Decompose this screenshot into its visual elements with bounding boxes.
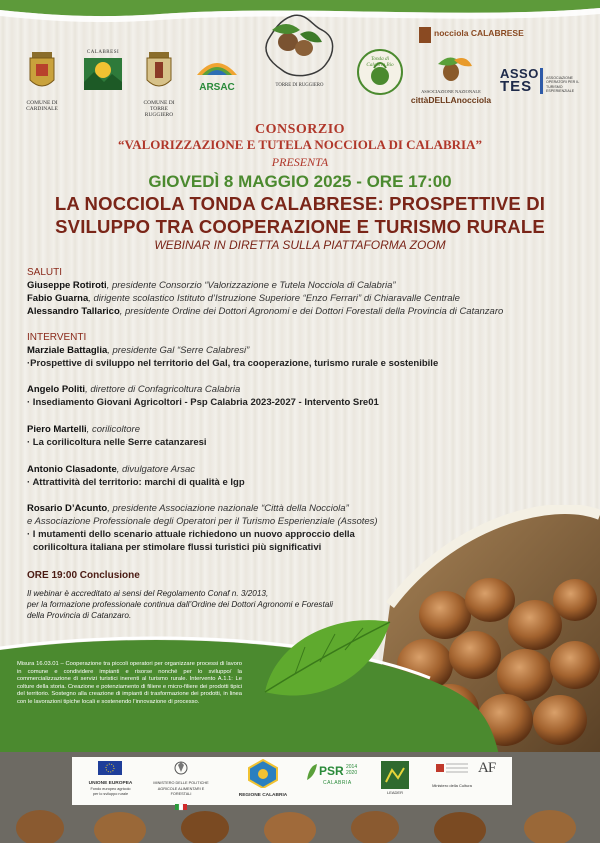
- hazelnut-map-icon: [252, 12, 347, 84]
- torre-ruggiero-map-logo: [252, 12, 347, 89]
- italy-emblem-icon: [150, 760, 212, 776]
- accreditation-line: della Provincia di Catanzaro.: [27, 611, 132, 620]
- psr-leaf-icon: [305, 762, 319, 782]
- speaker-role: , presidente Consorzio “Valorizzazione e Tutela Nocciola di Calabria”: [106, 280, 396, 291]
- event-title-line-2: SVILUPPO TRA COOPERAZIONE E TURISMO RURALE: [55, 216, 545, 237]
- saluti-heading: SALUTI: [27, 267, 63, 278]
- event-title-line-1: LA NOCCIOLA TONDA CALABRESE: PROSPETTIVE DI: [54, 193, 546, 214]
- nocciola-calabrese-icon: [418, 26, 432, 44]
- speaker-name: Marziale Battaglia: [27, 345, 108, 356]
- misura-description: Misura 16.03.01 – Cooperazione tra piccoli operatori per organizzare processi di lavoro in comune e condividere impianti e risorse nonché per lo sviluppo/ la commercializzazione di servizi turistici inerenti al turismo rurale. Intervento A.1.1: Le colture della storia. Creazione e potenziamento di filiere e micro-filiere dei prodotti tipici del territorio. Sostegno alla creazione di impianti di trasformazione dei prodotti, in linea con le lavorazioni tipiche locali e sostenendo l’innovazione di processo.: [17, 661, 242, 705]
- arsac-sun-icon: [192, 55, 242, 77]
- speaker-name: Alessandro Tallarico: [27, 306, 120, 317]
- saluti-item: [27, 306, 503, 317]
- intervento-topic-cont: corilicoltura italiana per stimolare flussi turistici più significativi: [33, 542, 322, 553]
- speaker-role: , direttore di Confagricoltura Calabria: [85, 384, 241, 395]
- nocciola-calabrese-logo: [418, 26, 524, 46]
- speaker-role: , divulgatore Arsac: [116, 464, 196, 475]
- ue-logo: [88, 760, 133, 798]
- calabresi-emblem-icon: [78, 56, 128, 92]
- leader-label: LEADER: [386, 790, 403, 795]
- af-label: AF: [478, 760, 496, 776]
- intervento-topic: · I mutamenti dello scenario attuale richiedono un nuovo approccio della: [27, 529, 355, 540]
- intervento-speaker: [27, 345, 249, 356]
- intervento-topic: · La corilicoltura nelle Serre catanzaresi: [27, 437, 207, 448]
- event-date: GIOVEDÌ 8 MAGGIO 2025 - ORE 17:00: [148, 172, 452, 191]
- af-logo: [478, 760, 502, 790]
- psr-logo: [305, 762, 365, 792]
- calabresi-logo: [78, 50, 128, 97]
- citta-della-nocciola-logo: [408, 52, 494, 105]
- arsac-label: ARSAC: [199, 82, 235, 93]
- psr-region: CALABRIA: [323, 780, 352, 786]
- leader-square-icon: [380, 760, 410, 790]
- regione-calabria-logo: [236, 758, 290, 799]
- intervento-speaker: [27, 464, 195, 475]
- assotes-label-1: ASSO: [500, 66, 539, 81]
- psr-label: PSR: [319, 764, 344, 778]
- footer-hazelnuts: [0, 800, 600, 843]
- citta-nocciola-label: cittàDELLAnocciola: [410, 95, 492, 105]
- speaker-name: Giuseppe Rotiroti: [27, 280, 107, 291]
- speaker-role: , dirigente scolastico Istituto d’Istruzione Superiore “Enzo Ferrari” di Chiaravalle Centrale: [88, 293, 460, 304]
- ministero-logo: [150, 760, 212, 816]
- assotes-divider: [540, 68, 543, 94]
- comune-torre-ruggiero-logo: [138, 50, 180, 118]
- conclusione: ORE 19:00 Conclusione: [27, 570, 140, 581]
- intervento-topic: · Attrattività del territorio: marchi di qualità e Igp: [27, 477, 245, 488]
- ue-label: UNIONE EUROPEA: [88, 781, 133, 786]
- hazelnut-leaf: [255, 612, 395, 707]
- speaker-role: , presidente Ordine dei Dottori Agronomi e dei Dottori Forestali della Provincia di Catanzaro: [119, 306, 504, 317]
- arsac-logo: [192, 55, 242, 93]
- tonda-calabria-label: Tonda di Calabria Bio: [366, 56, 394, 68]
- regione-calabria-label: REGIONE CALABRIA: [238, 793, 288, 798]
- torre-ruggiero-crest-icon: [138, 50, 180, 95]
- intervento-speaker: [27, 503, 349, 514]
- speaker-name: Fabio Guarna: [27, 293, 89, 304]
- regione-calabria-emblem-icon: [236, 758, 290, 788]
- intervento-speaker: [27, 384, 240, 395]
- consorzio-name: “VALORIZZAZIONE E TUTELA NOCCIOLA DI CALABRIA”: [118, 137, 482, 152]
- ue-sub-label: Fondo europeo agricolo per lo sviluppo rurale: [90, 786, 131, 796]
- speaker-name: Antonio Clasadonte: [27, 464, 117, 475]
- cardinale-label: COMUNE DI CARDINALE: [26, 100, 58, 112]
- webinar-subtitle: WEBINAR IN DIRETTA SULLA PIATTAFORMA ZOOM: [154, 238, 446, 252]
- nocciola-calabrese-label: nocciola CALABRESE: [434, 28, 524, 38]
- speaker-role: e Associazione Professionale degli Operatori per il Turismo Esperienziale (Assotes): [27, 516, 378, 527]
- speaker-name: Rosario D’Acunto: [27, 503, 108, 514]
- citta-nocciola-small-label: ASSOCIAZIONE NAZIONALE: [421, 89, 481, 94]
- intervento-speaker: [27, 424, 140, 435]
- ministero-label: MINISTERO DELLE POLITICHE AGRICOLE ALIMENTARI E FORESTALI: [153, 781, 209, 796]
- torre-ruggiero-label: COMUNE DI TORRE RUGGIERO: [143, 100, 175, 118]
- ministero-cultura-label: Ministero della Cultura: [432, 783, 472, 788]
- interventi-heading: INTERVENTI: [27, 332, 87, 343]
- speaker-role: , corilicoltore: [86, 424, 140, 435]
- presenta-label: PRESENTA: [271, 155, 329, 169]
- torre-ruggiero-map-label: TORRE DI RUGGIERO: [275, 83, 324, 88]
- comune-cardinale-logo: [22, 50, 62, 112]
- cardinale-crest-icon: [22, 50, 62, 95]
- calabresi-label: CALABRESI: [86, 50, 120, 55]
- saluti-item: [27, 293, 460, 304]
- speaker-name: Piero Martelli: [27, 424, 87, 435]
- accreditation-line: per la formazione professionale continua dall’Ordine dei Dottori Agronomi e Forestali: [27, 600, 333, 609]
- nocciola-leaves-icon: [408, 52, 494, 84]
- speaker-role: , presidente Associazione nazionale “Città della Nocciola”: [107, 503, 349, 514]
- intervento-speaker-role-2: [27, 516, 378, 527]
- accreditation-line: Il webinar è accreditato ai sensi del Regolamento Conaf n. 3/2013,: [27, 589, 269, 598]
- speaker-name: Angelo Politi: [27, 384, 86, 395]
- speaker-role: , presidente Gal “Serre Calabresi”: [107, 345, 250, 356]
- ministero-cultura-icon: [432, 760, 472, 778]
- intervento-topic: ·Prospettive di sviluppo nel territorio del Gal, tra cooperazione, turismo rurale e sostenibile: [27, 358, 439, 369]
- saluti-item: [27, 280, 396, 291]
- eu-flag-icon: [88, 760, 133, 776]
- consorzio-label: CONSORZIO: [254, 122, 346, 137]
- assotes-label-2: TES: [500, 78, 533, 95]
- psr-years: 2014 2020: [346, 764, 358, 776]
- intervento-topic: · Insediamento Giovani Agricoltori - Psp Calabria 2023-2027 - Intervento Sre01: [27, 397, 379, 408]
- ministero-cultura-logo: [432, 760, 472, 789]
- leader-logo: [380, 760, 410, 795]
- assotes-desc: ASSOCIAZIONE OPERATORI PER IL TURISMO ESPERIENZIALE: [546, 76, 580, 94]
- assotes-logo: [500, 66, 590, 96]
- tonda-di-calabria-logo: [356, 48, 404, 101]
- italy-flag-icon: [150, 803, 212, 811]
